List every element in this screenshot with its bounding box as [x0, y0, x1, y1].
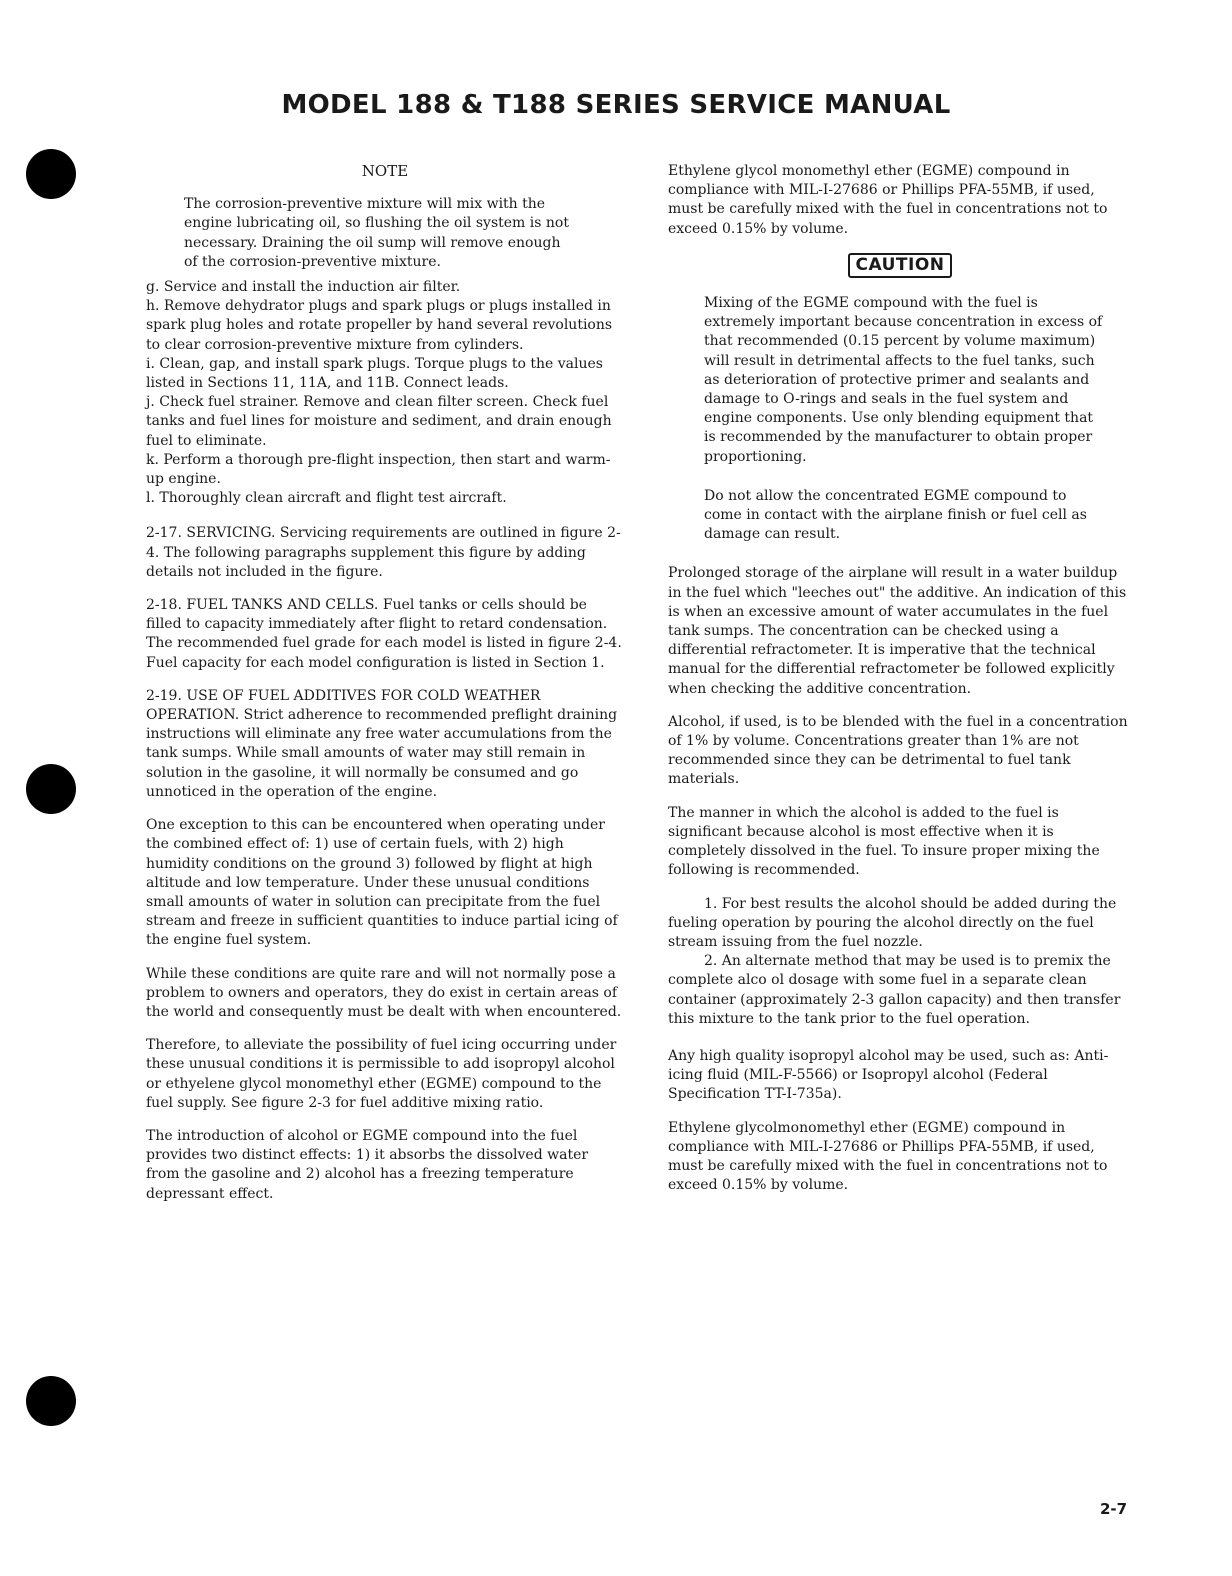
- paragraph-rare-conditions: While these conditions are quite rare and will not normally pose a problem to owners and operators, they do exist in certain areas of the world and consequently must be dealt with when encountered.: [146, 965, 622, 1020]
- caution-body-finish: Do not allow the concentrated EGME compound to come in contact with the airplane finish or fuel cell as damage can result.: [704, 487, 1087, 543]
- paragraph-introduction: The introduction of alcohol or EGME compound into the fuel provides two distinct effects: 1) it absorbs the dissolved water from the gasoline and 2) alcohol has a freezing temperature depressant effect.: [146, 1127, 589, 1202]
- list-item: 1. For best results the alcohol should be added during the fueling operation by pouring the alcohol directly on the fuel stream issuing from the fuel nozzle.: [668, 895, 1117, 950]
- step-l: l. Thoroughly clean aircraft and flight test aircraft.: [146, 490, 507, 507]
- procedure-steps: [146, 278, 624, 508]
- caution-badge: CAUTION: [848, 253, 951, 278]
- page-number: 2-7: [1100, 1500, 1128, 1518]
- caution-body-mixing: Mixing of the EGME compound with the fuel is extremely important because concentration in excess of that recommended (0.15 percent by volume maximum) will result in detrimental affects to the fuel tanks, such as deterioration of protective primer and sealants and damage to O-rings and seals in the fuel system and engine components. Use only blending equipment that is recommended by the manufacturer to obtain proper proportioning.: [704, 295, 1103, 465]
- paragraph-mixing-manner: The manner in which the alcohol is added to the fuel is significant because alcohol is most effective when it is completely dissolved in the fuel. To insure proper mixing the following is recommended.: [668, 804, 1100, 879]
- paragraph-therefore: Therefore, to alleviate the possibility of fuel icing occurring under these unusual conditions it is permissible to add isopropyl alcohol or ethyelene glycol monomethyl ether (EGME) compound to the fuel supply. See figure 2-3 for fuel additive mixing ratio.: [146, 1037, 617, 1111]
- paragraph-alcohol-concentration: Alcohol, if used, is to be blended with the fuel in a concentration of 1% by volume. Concentrations greater than 1% are not recommended since they can be detrimental to fuel tank materials.: [668, 713, 1128, 788]
- binder-hole-middle: [26, 764, 76, 814]
- left-column: [146, 162, 624, 1218]
- paragraph-2-19-fuel-additives: 2-19. USE OF FUEL ADDITIVES FOR COLD WEATHER OPERATION. Strict adherence to recommended preflight draining instructions will eliminate any free water accumulations from the tank sumps. While small amounts of water may still remain in solution in the gasoline, it will normally be consumed and go unnoticed in the operation of the engine.: [146, 687, 618, 800]
- page-title: MODEL 188 & T188 SERIES SERVICE MANUAL: [281, 90, 951, 120]
- paragraph-2-17-servicing: 2-17. SERVICING. Servicing requirements are outlined in figure 2-4. The following paragraphs supplement this figure by adding details not included in the figure.: [146, 525, 621, 580]
- paragraph-prolonged-storage: Prolonged storage of the airplane will result in a water buildup in the fuel which "leeches out" the additive. An indication of this is when an excessive amount of water accumulates in the fuel tank sumps. The concentration can be checked using a differential refractometer. It is imperative that the technical manual for the differential refractometer be followed explicitly when checking the additive concentration.: [668, 565, 1127, 697]
- step-j: j. Check fuel strainer. Remove and clean filter screen. Check fuel tanks and fuel lines for moisture and sediment, and drain enough fuel to eliminate.: [146, 394, 612, 449]
- list-item: 2. An alternate method that may be used is to premix the complete alco ol dosage with some fuel in a separate clean container (approximately 2-3 gallon capacity) and then transfer this mixture to the tank prior to the fuel operation.: [668, 953, 1121, 1027]
- paragraph-isopropyl: Any high quality isopropyl alcohol may be used, such as: Anti-icing fluid (MIL-F-5566) or Isopropyl alcohol (Federal Specification TT-I-735a).: [668, 1047, 1109, 1103]
- paragraph-exception: One exception to this can be encountered when operating under the combined effect of: 1) use of certain fuels, with 2) high humidity conditions on the ground 3) followed by flight at high altitude and low temperature. Under these unusual conditions small amounts of water in solution can precipitate from the fuel stream and freeze in sufficient quantities to induce partial icing of the engine fuel system.: [146, 817, 618, 949]
- note-body: The corrosion-preventive mixture will mix with the engine lubricating oil, so flushing the oil system is not necessary. Draining the oil sump will remove enough of the corrosion-preventive mixture.: [184, 196, 569, 270]
- note-title: NOTE: [361, 162, 409, 180]
- caution-heading: [668, 253, 1132, 278]
- step-g: g. Service and install the induction air filter.: [146, 279, 461, 296]
- binder-hole-bottom: [26, 1376, 76, 1426]
- paragraph-egme-top: Ethylene glycol monomethyl ether (EGME) compound in compliance with MIL-I-27686 or Phillips PFA-55MB, if used, must be carefully mixed with the fuel in concentrations not to exceed 0.15% by volume.: [668, 163, 1108, 237]
- paragraph-2-18-fuel-tanks: 2-18. FUEL TANKS AND CELLS. Fuel tanks or cells should be filled to capacity immediately after flight to retard condensation. The recommended fuel grade for each model is listed in figure 2-4. Fuel capacity for each model configuration is listed in Section 1.: [146, 597, 622, 671]
- step-i: i. Clean, gap, and install spark plugs. Torque plugs to the values listed in Sections 11, 11A, and 11B. Connect leads.: [146, 355, 603, 392]
- binder-hole-top: [26, 149, 76, 199]
- paragraph-egme-bottom: Ethylene glycolmonomethyl ether (EGME) compound in compliance with MIL-I-27686 or Phillips PFA-55MB, if used, must be carefully mixed with the fuel in concentrations not to exceed 0.15% by volume.: [668, 1119, 1108, 1194]
- right-column: [668, 162, 1132, 1209]
- step-k: k. Perform a thorough pre-flight inspection, then start and warm-up engine.: [146, 451, 611, 488]
- mixing-methods-list: [668, 895, 1132, 1029]
- step-h: h. Remove dehydrator plugs and spark plugs or plugs installed in spark plug holes and rotate propeller by hand several revolutions to clear corrosion-preventive mixture from cylinders.: [146, 298, 613, 353]
